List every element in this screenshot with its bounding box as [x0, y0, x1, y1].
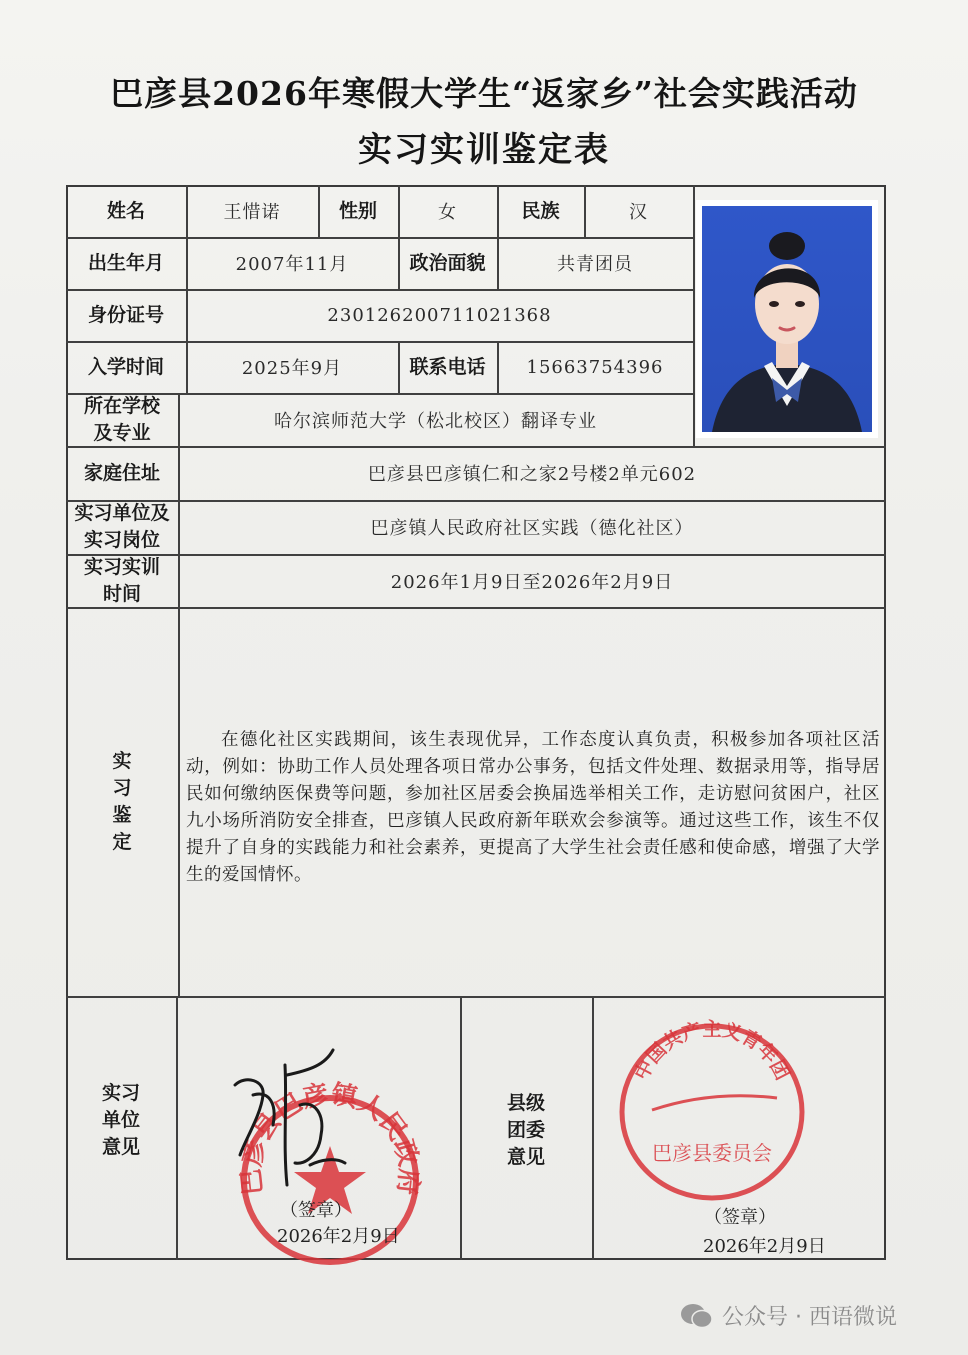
- enroll-value: 2025年9月: [241, 358, 343, 379]
- league-seal: [612, 1010, 812, 1210]
- col-divider: [693, 185, 695, 446]
- document-title: 巴彦县2026年寒假大学生“返家乡”社会实践活动: [110, 74, 858, 113]
- appraisal-label-char: 习: [112, 776, 132, 799]
- school-label-line1: 所在学校: [83, 394, 160, 417]
- seal-text: 巴彦县巴彦镇人民政府: [236, 1080, 424, 1197]
- name-label: 姓名: [106, 200, 145, 222]
- league-opinion-date: 2026年2月9日: [703, 1236, 826, 1257]
- id-label: 身份证号: [87, 304, 164, 326]
- school-label-line2: 及专业: [93, 421, 151, 444]
- svg-text:中国共产主义青年团: [630, 1017, 794, 1083]
- portrait-image: [702, 206, 872, 432]
- gender-label: 性别: [338, 200, 377, 222]
- appraisal-label-char: 鉴: [112, 803, 132, 826]
- league-seal-top-text: 中国共产主义青年团: [630, 1018, 794, 1084]
- unit-label-line1: 实习单位及: [74, 502, 170, 524]
- wechat-icon: [680, 1302, 714, 1330]
- row-divider: [66, 607, 886, 609]
- id-value: 230126200711021368: [327, 304, 552, 326]
- name-value: 王惜诺: [223, 202, 281, 223]
- league-opinion-label-line: 团委: [506, 1118, 545, 1141]
- period-label-line1: 实习实训: [83, 555, 160, 578]
- appraisal-label-char: 实: [112, 749, 132, 772]
- id-photo: [696, 200, 878, 438]
- document-subtitle: 实习实训鉴定表: [358, 130, 610, 170]
- col-divider: [176, 996, 178, 1260]
- appraisal-label-char: 定: [112, 830, 132, 853]
- league-opinion-label-line: 意见: [506, 1145, 545, 1168]
- period-label-line2: 时间: [102, 582, 141, 605]
- unit-value: 巴彦镇人民政府社区实践（德化社区）: [370, 518, 694, 539]
- phone-label: 联系电话: [409, 356, 486, 378]
- political-value: 共青团员: [557, 254, 633, 275]
- watermark: [680, 1300, 897, 1331]
- unit-opinion-label-line: 意见: [101, 1135, 140, 1158]
- league-opinion-label-line: 县级: [506, 1091, 545, 1114]
- ethnicity-value: 汉: [629, 202, 648, 223]
- unit-opinion-date: 2026年2月9日: [277, 1226, 400, 1247]
- col-divider: [592, 996, 594, 1260]
- enroll-label: 入学时间: [87, 356, 164, 378]
- gender-value: 女: [438, 202, 457, 223]
- political-label: 政治面貌: [409, 252, 486, 274]
- unit-sign-label: （签章）: [280, 1200, 352, 1221]
- school-value: 哈尔滨师范大学（松北校区）翻译专业: [274, 410, 597, 432]
- league-opinion-label: [460, 1050, 592, 1210]
- row-divider: [66, 996, 886, 998]
- unit-opinion-label: [66, 1040, 176, 1200]
- address-label: 家庭住址: [83, 462, 160, 484]
- ethnicity-label: 民族: [521, 200, 560, 222]
- address-value: 巴彦县巴彦镇仁和之家2号楼2单元602: [367, 464, 697, 485]
- school-label: [66, 393, 178, 446]
- handwritten-signature: [225, 1045, 375, 1195]
- league-sign-label: （签章）: [704, 1207, 776, 1228]
- unit-label: [66, 500, 178, 554]
- period-label: [66, 554, 178, 607]
- appraisal-text: 在德化社区实践期间，该生表现优异，工作态度认真负责，积极参加各项社区活动，例如：协助工作人员处理各项日常办公事务，包括文件处理、数据录用等，指导居民如何缴纳医保费等问题，参加社区居委会换届选举相关工作，走访慰问贫困户，社区九小场所消防安全排查，巴彦镇人民政府新年联欢会参演等。通过这些工作，该生不仅提升了自身的实践能力和社会素养，更提高了大学生社会责任感和使命感，增强了大学生的爱国情怀。: [186, 730, 880, 885]
- appraisal-label: [66, 607, 178, 996]
- birth-label: 出生年月: [87, 252, 164, 274]
- watermark-text: 公众号 · 西语微说: [722, 1305, 897, 1330]
- phone-value: 15663754396: [526, 356, 664, 378]
- unit-opinion-label-line: 实习: [101, 1081, 140, 1104]
- birth-value: 2007年11月: [235, 254, 349, 275]
- league-seal-bottom-text: 巴彦县委员会: [652, 1141, 772, 1165]
- period-value: 2026年1月9日至2026年2月9日: [390, 571, 674, 593]
- unit-opinion-label-line: 单位: [101, 1108, 140, 1131]
- unit-label-line2: 实习岗位: [83, 529, 160, 551]
